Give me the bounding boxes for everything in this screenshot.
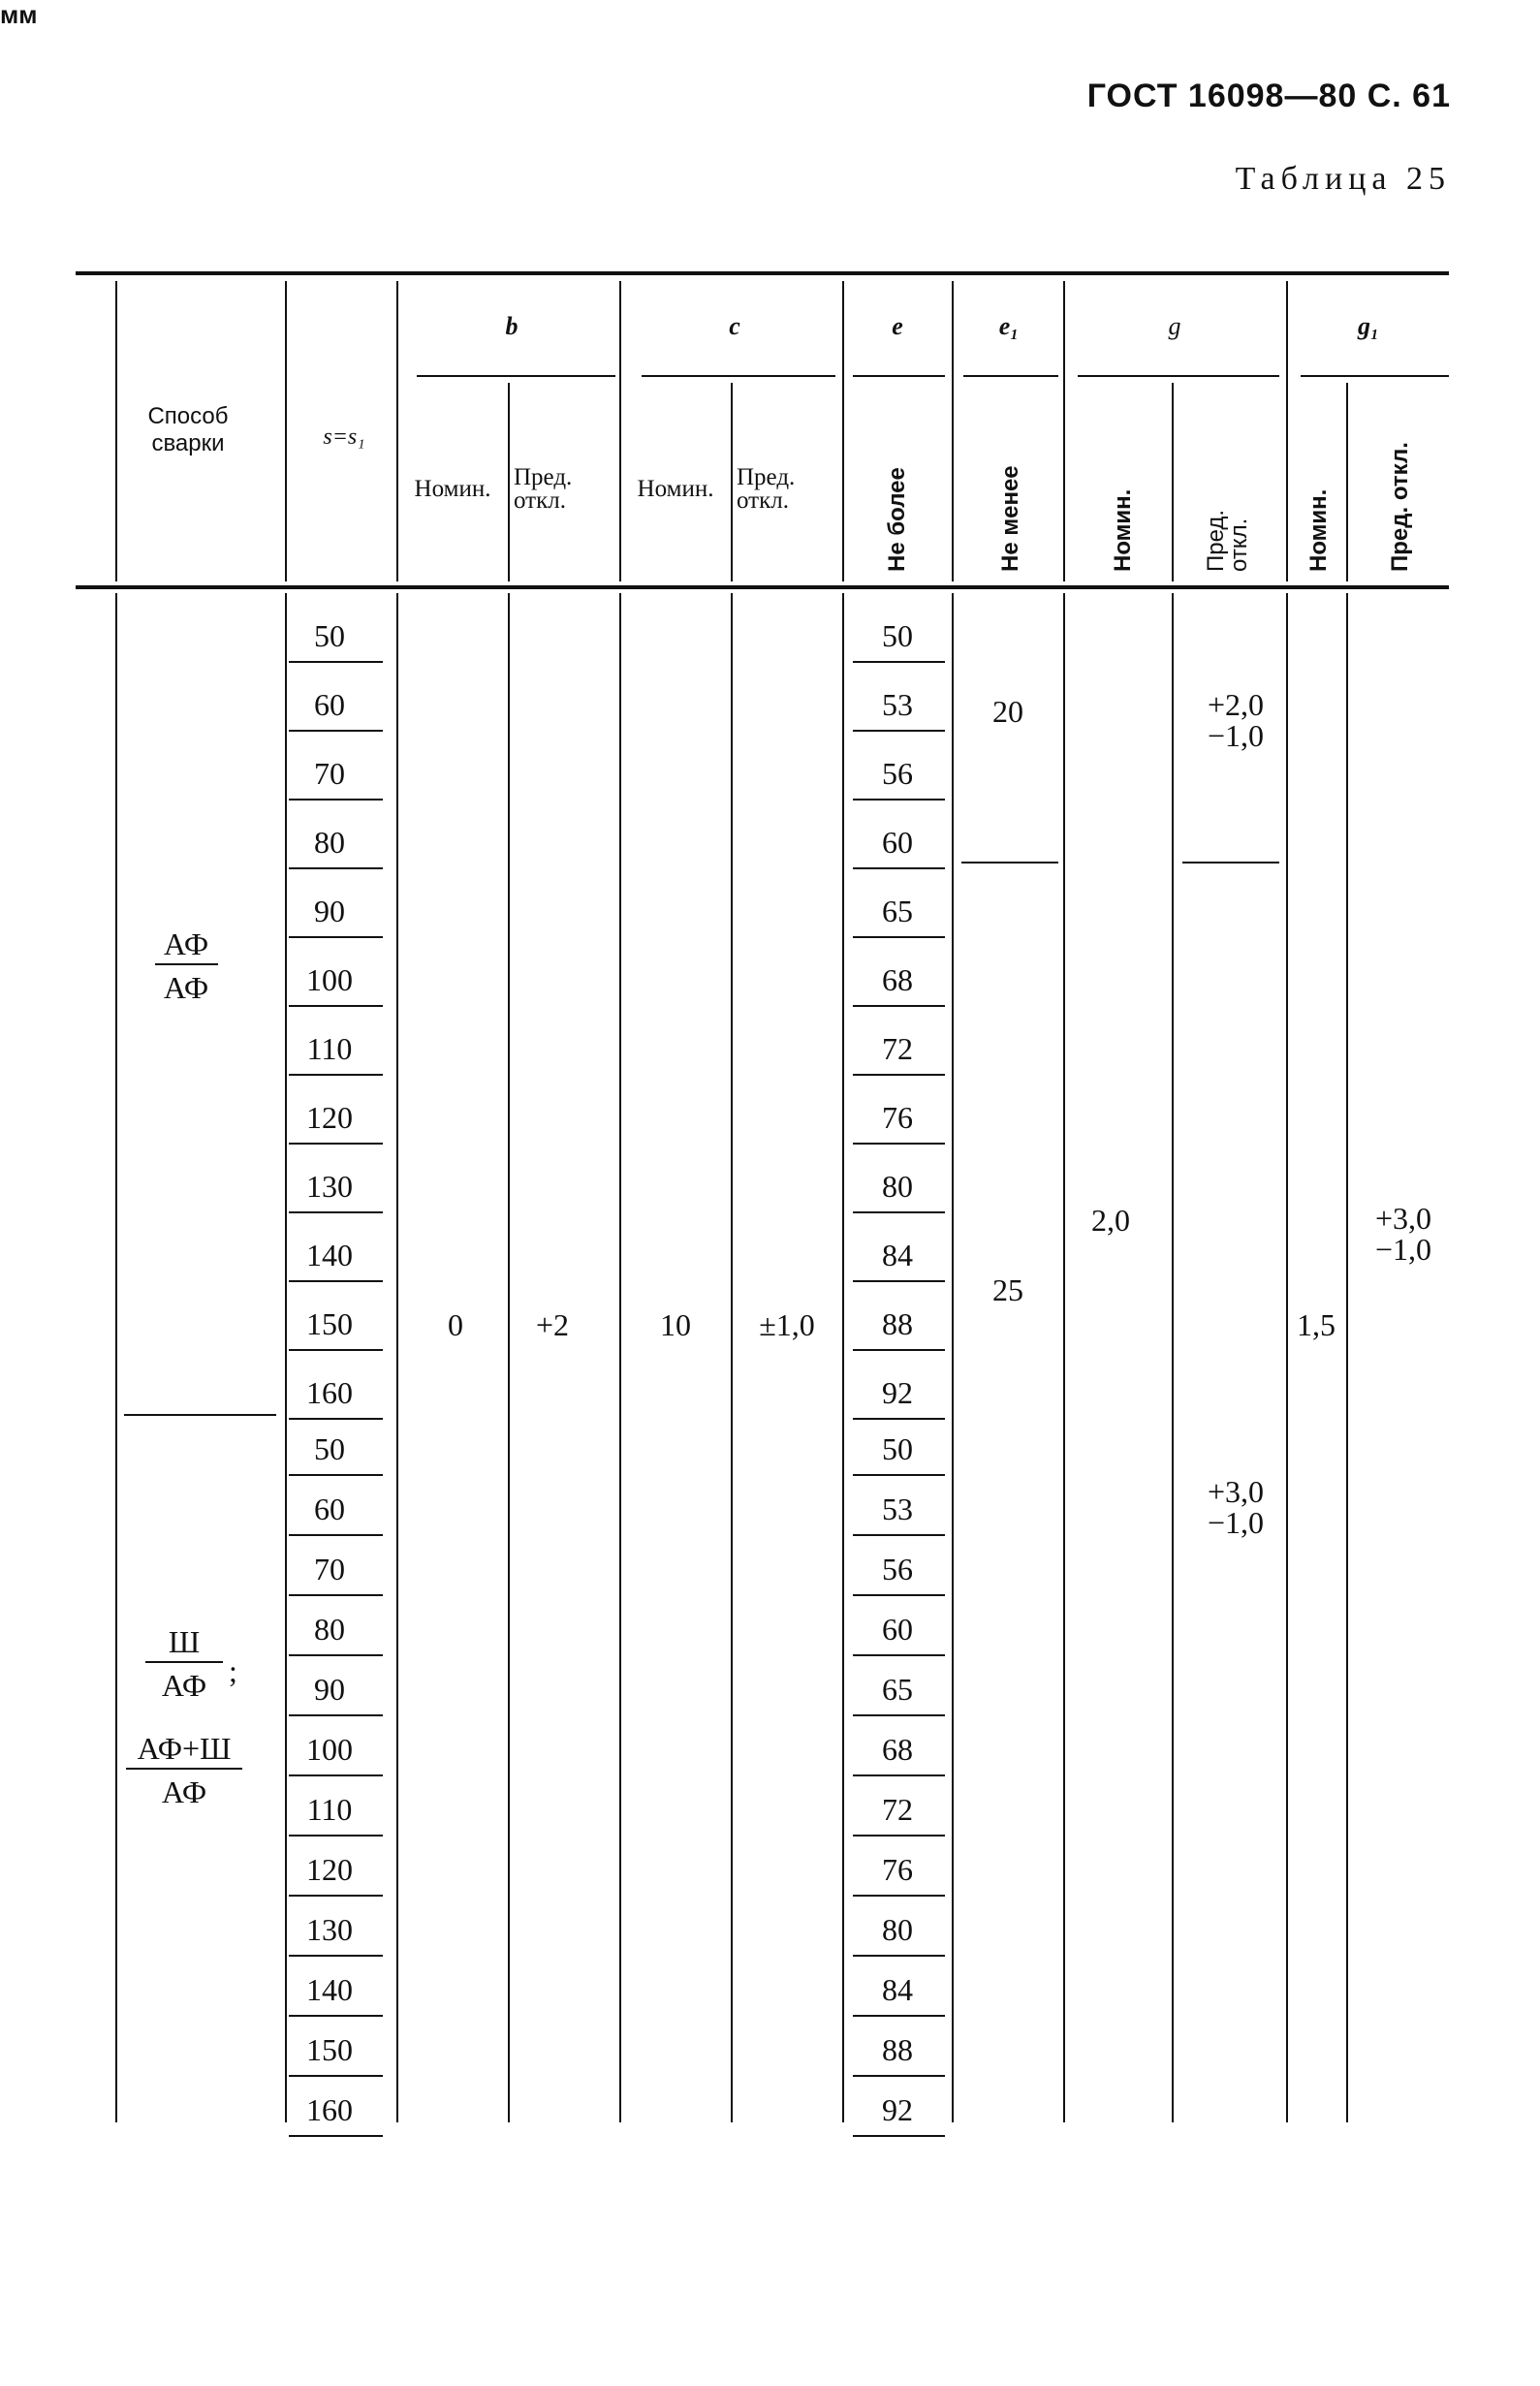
table-row — [289, 1169, 945, 1212]
e-value: 56 — [882, 756, 913, 791]
table-row — [289, 618, 945, 662]
e-value: 76 — [882, 1100, 913, 1135]
g1-dev-minus: −1,0 — [1374, 1232, 1432, 1267]
e-header: e — [892, 312, 903, 340]
e1-top-value: 20 — [992, 694, 1023, 729]
s-value: 110 — [306, 1792, 353, 1827]
table-row — [289, 1672, 945, 1715]
e-value: 80 — [882, 1169, 913, 1204]
b-nom-value: 0 — [448, 1307, 463, 1342]
e-value: 68 — [882, 1732, 913, 1767]
method-2a-sep: ; — [229, 1653, 237, 1688]
table-row — [289, 1375, 945, 1419]
table-row — [289, 1552, 945, 1595]
table-row — [289, 1852, 945, 1896]
g-dev-top-plus: +2,0 — [1207, 687, 1265, 722]
c-dev-header-1: Пред. — [737, 464, 796, 490]
e-value: 60 — [882, 825, 913, 860]
table-row — [289, 962, 945, 1006]
g1-nom-header: Номин. — [1305, 488, 1332, 572]
e1-bottom-value: 25 — [992, 1272, 1023, 1307]
b-dev-header-1: Пред. — [514, 464, 573, 490]
table-row — [289, 1912, 945, 1956]
e-value: 92 — [882, 2092, 913, 2127]
method-group-1 — [155, 926, 218, 1005]
table-row — [289, 1732, 945, 1775]
s-value: 70 — [314, 1552, 345, 1586]
g-dev-bottom-minus: −1,0 — [1207, 1505, 1265, 1540]
method-2b-den: АФ — [161, 1774, 207, 1809]
g1-dev-header: Пред. откл. — [1387, 442, 1413, 572]
body-vlines — [116, 593, 1347, 2122]
c-header: c — [729, 312, 740, 340]
e-value: 72 — [882, 1031, 913, 1066]
s-value: 50 — [314, 1431, 345, 1466]
table-row — [289, 1972, 945, 2016]
table-row — [289, 1612, 945, 1655]
g-dev-header-1: Пред. — [1203, 509, 1229, 572]
shared-values — [448, 687, 1431, 1540]
g-dev-bottom-plus: +3,0 — [1207, 1474, 1265, 1509]
e-value: 80 — [882, 1912, 913, 1947]
e-value: 50 — [882, 618, 913, 653]
method-header-line2: сварки — [151, 430, 225, 456]
e-value: 50 — [882, 1431, 913, 1466]
g-nom-header: Номин. — [1110, 488, 1136, 572]
table-row — [289, 1306, 945, 1350]
e-value: 65 — [882, 1672, 913, 1707]
s-value: 110 — [306, 1031, 353, 1066]
e-value: 92 — [882, 1375, 913, 1410]
table-row — [289, 2092, 945, 2136]
method-1-num: АФ — [163, 926, 209, 961]
method-2b-num: АФ+Ш — [137, 1731, 232, 1766]
table-row — [289, 825, 945, 868]
s-value: 70 — [314, 756, 345, 791]
s-value: 100 — [306, 962, 353, 997]
e1-header: e₁ — [998, 312, 1020, 340]
c-nom-header: Номин. — [637, 476, 714, 502]
method-1-den: АФ — [163, 970, 209, 1005]
unit-label: мм — [0, 0, 38, 29]
s-value: 90 — [314, 1672, 345, 1707]
s-value: 60 — [314, 1491, 345, 1526]
s-value: 120 — [306, 1100, 353, 1135]
s-value: 120 — [306, 1852, 353, 1887]
g-dev-header-2: откл. — [1226, 518, 1252, 572]
table-row — [289, 894, 945, 937]
e-value: 84 — [882, 1972, 913, 2007]
s-value: 50 — [314, 618, 345, 653]
s-value: 130 — [306, 1169, 353, 1204]
s-value: 140 — [306, 1238, 353, 1272]
e-sub-header: Не более — [884, 467, 910, 572]
s-value: 60 — [314, 687, 345, 722]
e-value: 65 — [882, 894, 913, 928]
s-value: 90 — [314, 894, 345, 928]
s-value: 150 — [306, 1306, 353, 1341]
table-row — [289, 1431, 945, 1475]
table-row — [289, 2032, 945, 2076]
g-dev-top-minus: −1,0 — [1207, 718, 1265, 753]
c-nom-value: 10 — [660, 1307, 691, 1342]
s-header: s=s₁ — [323, 424, 365, 450]
e-value: 84 — [882, 1238, 913, 1272]
method-group-2 — [126, 1624, 242, 1809]
g-nom-value: 2,0 — [1091, 1203, 1130, 1238]
table-row — [289, 687, 945, 731]
table-row — [289, 1031, 945, 1075]
document-title: ГОСТ 16098—80 С. 61 — [1086, 78, 1451, 114]
g1-header: g₁ — [1357, 312, 1380, 340]
s-value: 150 — [306, 2032, 353, 2067]
c-dev-value: ±1,0 — [759, 1307, 815, 1342]
s-value: 160 — [306, 1375, 353, 1410]
method-header-line1: Способ — [147, 403, 229, 429]
g-header: g — [1168, 312, 1181, 340]
b-header: b — [505, 312, 519, 340]
s-value: 100 — [306, 1732, 353, 1767]
table-row — [289, 1238, 945, 1281]
method-2a-num: Ш — [168, 1624, 201, 1659]
e1-sub-header: Не менее — [997, 465, 1023, 572]
s-value: 160 — [306, 2092, 353, 2127]
table-row — [289, 1491, 945, 1535]
c-dev-header-2: откл. — [737, 487, 789, 514]
e-value: 53 — [882, 687, 913, 722]
table-row — [289, 756, 945, 800]
g1-nom-value: 1,5 — [1297, 1307, 1336, 1342]
b-dev-header-2: откл. — [514, 487, 566, 514]
s-value: 130 — [306, 1912, 353, 1947]
s-value: 80 — [314, 825, 345, 860]
table-caption: Таблица 25 — [1235, 161, 1451, 197]
e-value: 72 — [882, 1792, 913, 1827]
table-rows — [289, 618, 945, 2136]
e-value: 56 — [882, 1552, 913, 1586]
e-value: 60 — [882, 1612, 913, 1647]
table-row — [289, 1792, 945, 1836]
e-value: 68 — [882, 962, 913, 997]
e-value: 53 — [882, 1491, 913, 1526]
e-value: 76 — [882, 1852, 913, 1887]
b-dev-value: +2 — [535, 1307, 570, 1342]
e-value: 88 — [882, 1306, 913, 1341]
s-value: 140 — [306, 1972, 353, 2007]
table-row — [289, 1100, 945, 1144]
s-value: 80 — [314, 1612, 345, 1647]
b-nom-header: Номин. — [414, 476, 491, 502]
g1-dev-plus: +3,0 — [1374, 1201, 1432, 1236]
header-texts — [147, 312, 1413, 572]
method-2a-den: АФ — [161, 1668, 207, 1703]
e-value: 88 — [882, 2032, 913, 2067]
